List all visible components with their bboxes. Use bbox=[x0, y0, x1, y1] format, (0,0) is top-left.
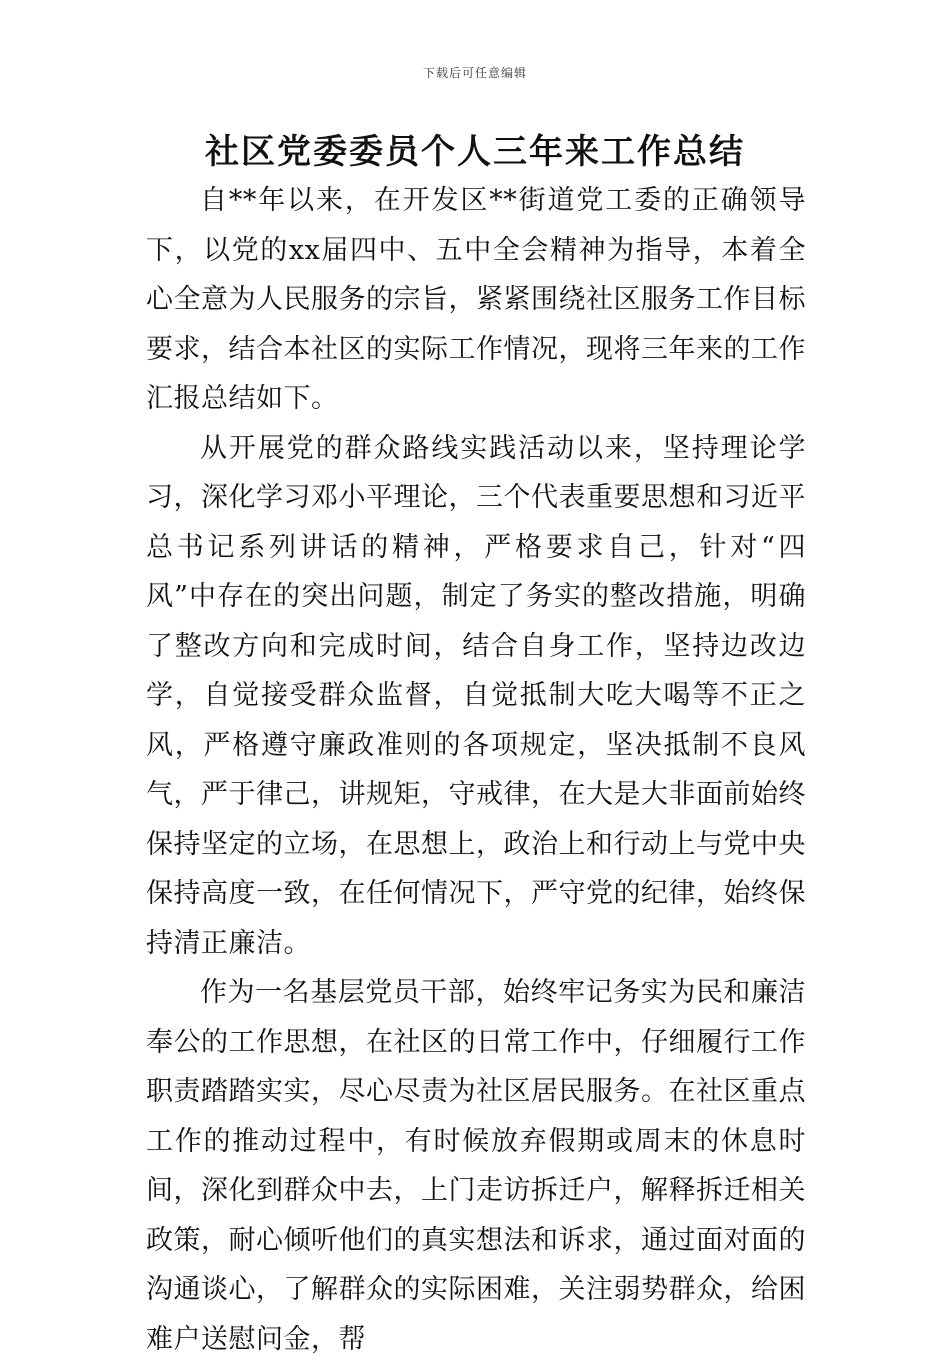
document-title: 社区党委委员个人三年来工作总结 bbox=[205, 132, 745, 172]
paragraph-2: 从开展党的群众路线实践活动以来，坚持理论学习，深化学习邓小平理论，三个代表重要思想和习近平总书记系列讲话的精神，严格要求自己，针对“四风”中存在的突出问题，制定了务实的整改措施，明确了整改方向和完成时间，结合自身工作，坚持边改边学，自觉接受群众监督，自觉抵制大吃大喝等不正之风，严格遵守廉政准则的各项规定，坚决抵制不良风气，严于律己，讲规矩，守戒律，在大是大非面前始终保持坚定的立场，在思想上，政治上和行动上与党中央保持高度一致，在任何情况下，严守党的纪律，始终保持清正廉洁。 bbox=[146, 432, 806, 959]
document-body bbox=[146, 176, 806, 1364]
paragraph-1: 自**年以来，在开发区**街道党工委的正确领导下，以党的xx届四中、五中全会精神为指导，本着全心全意为人民服务的宗旨，紧紧围绕社区服务工作目标要求，结合本社区的实际工作情况，现将三年来的工作汇报总结如下。 bbox=[146, 185, 806, 414]
header-note: 下载后可任意编辑 bbox=[422, 66, 527, 80]
paragraph-3: 作为一名基层党员干部，始终牢记务实为民和廉洁奉公的工作思想，在社区的日常工作中，仔细履行工作职责踏踏实实，尽心尽责为社区居民服务。在社区重点工作的推动过程中，有时候放弃假期或周末的休息时间，深化到群众中去，上门走访拆迁户，解释拆迁相关政策，耐心倾听他们的真实想法和诉求，通过面对面的沟通谈心，了解群众的实际困难，关注弱势群众，给困难户送慰问金，帮 bbox=[146, 977, 806, 1355]
